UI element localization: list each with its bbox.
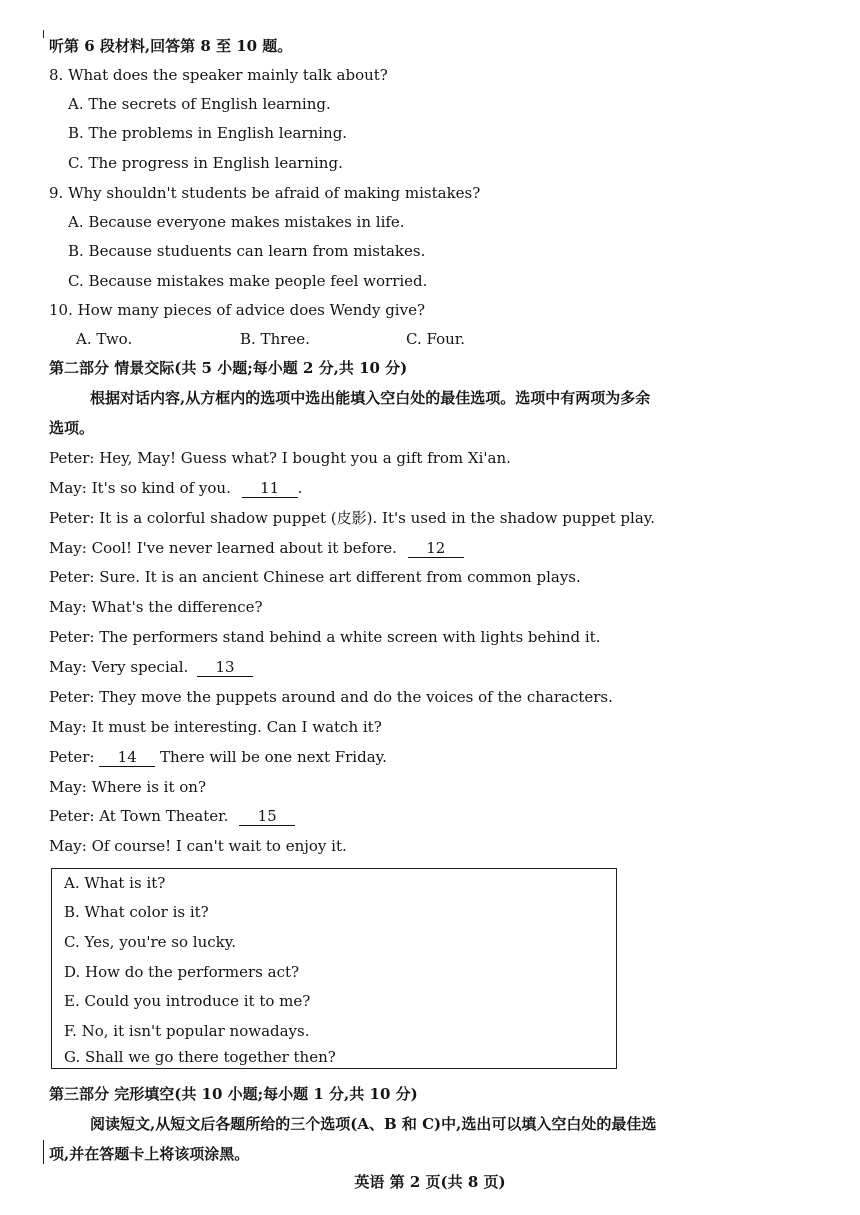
question-9-stem: 9. Why shouldn't students be afraid of making mistakes? xyxy=(49,184,481,202)
option-d: D. How do the performers act? xyxy=(64,963,300,981)
dialogue-line xyxy=(49,478,302,498)
answer-blank-14: 14 xyxy=(99,748,155,767)
page-footer: 英语 第 2 页(共 8 页) xyxy=(354,1173,506,1191)
dialogue-line xyxy=(49,777,206,797)
question-8-option-c: C. The progress in English learning. xyxy=(68,154,343,172)
question-9-option-a: A. Because everyone makes mistakes in life. xyxy=(68,213,405,231)
dialogue-text: They move the puppets around and do the voices of the characters. xyxy=(99,688,613,706)
speaker-name: May: xyxy=(49,479,87,497)
dialogue-line xyxy=(49,508,655,528)
option-c: C. Yes, you're so lucky. xyxy=(64,933,236,951)
dialogue-text: What's the difference? xyxy=(91,598,263,616)
dialogue-line xyxy=(49,597,263,617)
question-10-option-c: C. Four. xyxy=(406,330,466,348)
dialogue-text: Of course! I can't wait to enjoy it. xyxy=(91,837,347,855)
question-8-stem: 8. What does the speaker mainly talk about? xyxy=(49,66,388,84)
speaker-name: May: xyxy=(49,539,87,557)
part2-instruction-line2: 选项。 xyxy=(49,419,95,437)
speaker-name: May: xyxy=(49,718,87,736)
speaker-name: Peter: xyxy=(49,628,95,646)
part3-instruction-line2: 项,并在答题卡上将该项涂黑。 xyxy=(49,1145,250,1163)
dialogue-line xyxy=(49,717,382,737)
speaker-name: May: xyxy=(49,658,87,676)
speaker-name: Peter: xyxy=(49,688,95,706)
option-e: E. Could you introduce it to me? xyxy=(64,992,311,1010)
dialogue-text: Sure. It is an ancient Chinese art different from common plays. xyxy=(99,568,581,586)
speaker-name: Peter: xyxy=(49,807,95,825)
speaker-name: May: xyxy=(49,598,87,616)
dialogue-text: Where is it on? xyxy=(91,778,206,796)
option-f: F. No, it isn't popular nowadays. xyxy=(64,1022,310,1040)
part2-heading: 第二部分 情景交际(共 5 小题;每小题 2 分,共 10 分) xyxy=(49,359,408,377)
answer-blank-12: 12 xyxy=(408,539,464,558)
part3-instruction-line1: 阅读短文,从短文后各题所给的三个选项(A、B 和 C)中,选出可以填入空白处的最佳选 xyxy=(90,1115,657,1133)
question-10-option-b: B. Three. xyxy=(240,330,310,348)
dialogue-line xyxy=(49,567,581,587)
option-b: B. What color is it? xyxy=(64,903,209,921)
dialogue-text: It must be interesting. Can I watch it? xyxy=(91,718,382,736)
dialogue-text: Cool! I've never learned about it before. xyxy=(91,539,397,557)
dialogue-text: It's so kind of you. xyxy=(91,479,231,497)
dialogue-text: It is a colorful shadow puppet (皮影). It's used in the shadow puppet play. xyxy=(99,509,656,527)
dialogue-text: At Town Theater. xyxy=(99,807,229,825)
dialogue-text: There will be one next Friday. xyxy=(160,748,387,766)
speaker-name: Peter: xyxy=(49,509,95,527)
margin-rule-top xyxy=(43,30,44,38)
answer-blank-11: 11 xyxy=(242,479,298,498)
option-g: G. Shall we go there together then? xyxy=(64,1048,336,1066)
dialogue-line xyxy=(49,657,253,677)
question-10-option-a: A. Two. xyxy=(76,330,133,348)
speaker-name: Peter: xyxy=(49,449,95,467)
answer-blank-13: 13 xyxy=(197,658,253,677)
question-10-stem: 10. How many pieces of advice does Wendy give? xyxy=(49,301,425,319)
dialogue-line xyxy=(49,627,600,647)
section6-intro: 听第 6 段材料,回答第 8 至 10 题。 xyxy=(49,37,293,55)
dialogue-line xyxy=(49,687,613,707)
speaker-name: Peter: xyxy=(49,748,95,766)
part3-heading: 第三部分 完形填空(共 10 小题;每小题 1 分,共 10 分) xyxy=(49,1085,418,1103)
dialogue-text: Very special. xyxy=(91,658,189,676)
part2-instruction-line1: 根据对话内容,从方框内的选项中选出能填入空白处的最佳选项。选项中有两项为多余 xyxy=(90,389,651,407)
question-8-option-b: B. The problems in English learning. xyxy=(68,124,348,142)
dialogue-text: Hey, May! Guess what? I bought you a gift from Xi'an. xyxy=(99,449,511,467)
dialogue-line xyxy=(49,747,387,767)
question-9-option-b: B. Because studuents can learn from mistakes. xyxy=(68,242,426,260)
speaker-name: Peter: xyxy=(49,568,95,586)
speaker-name: May: xyxy=(49,778,87,796)
dialogue-line xyxy=(49,448,511,468)
dialogue-line xyxy=(49,538,464,558)
question-9-option-c: C. Because mistakes make people feel worried. xyxy=(68,272,428,290)
dialogue-line xyxy=(49,806,295,826)
dialogue-punctuation: . xyxy=(297,479,303,497)
answer-blank-15: 15 xyxy=(239,807,295,826)
question-8-option-a: A. The secrets of English learning. xyxy=(68,95,331,113)
options-box xyxy=(51,868,617,1069)
dialogue-line xyxy=(49,836,347,856)
option-a: A. What is it? xyxy=(64,874,166,892)
margin-rule-bottom xyxy=(43,1140,44,1164)
speaker-name: May: xyxy=(49,837,87,855)
dialogue-text: The performers stand behind a white screen with lights behind it. xyxy=(99,628,601,646)
